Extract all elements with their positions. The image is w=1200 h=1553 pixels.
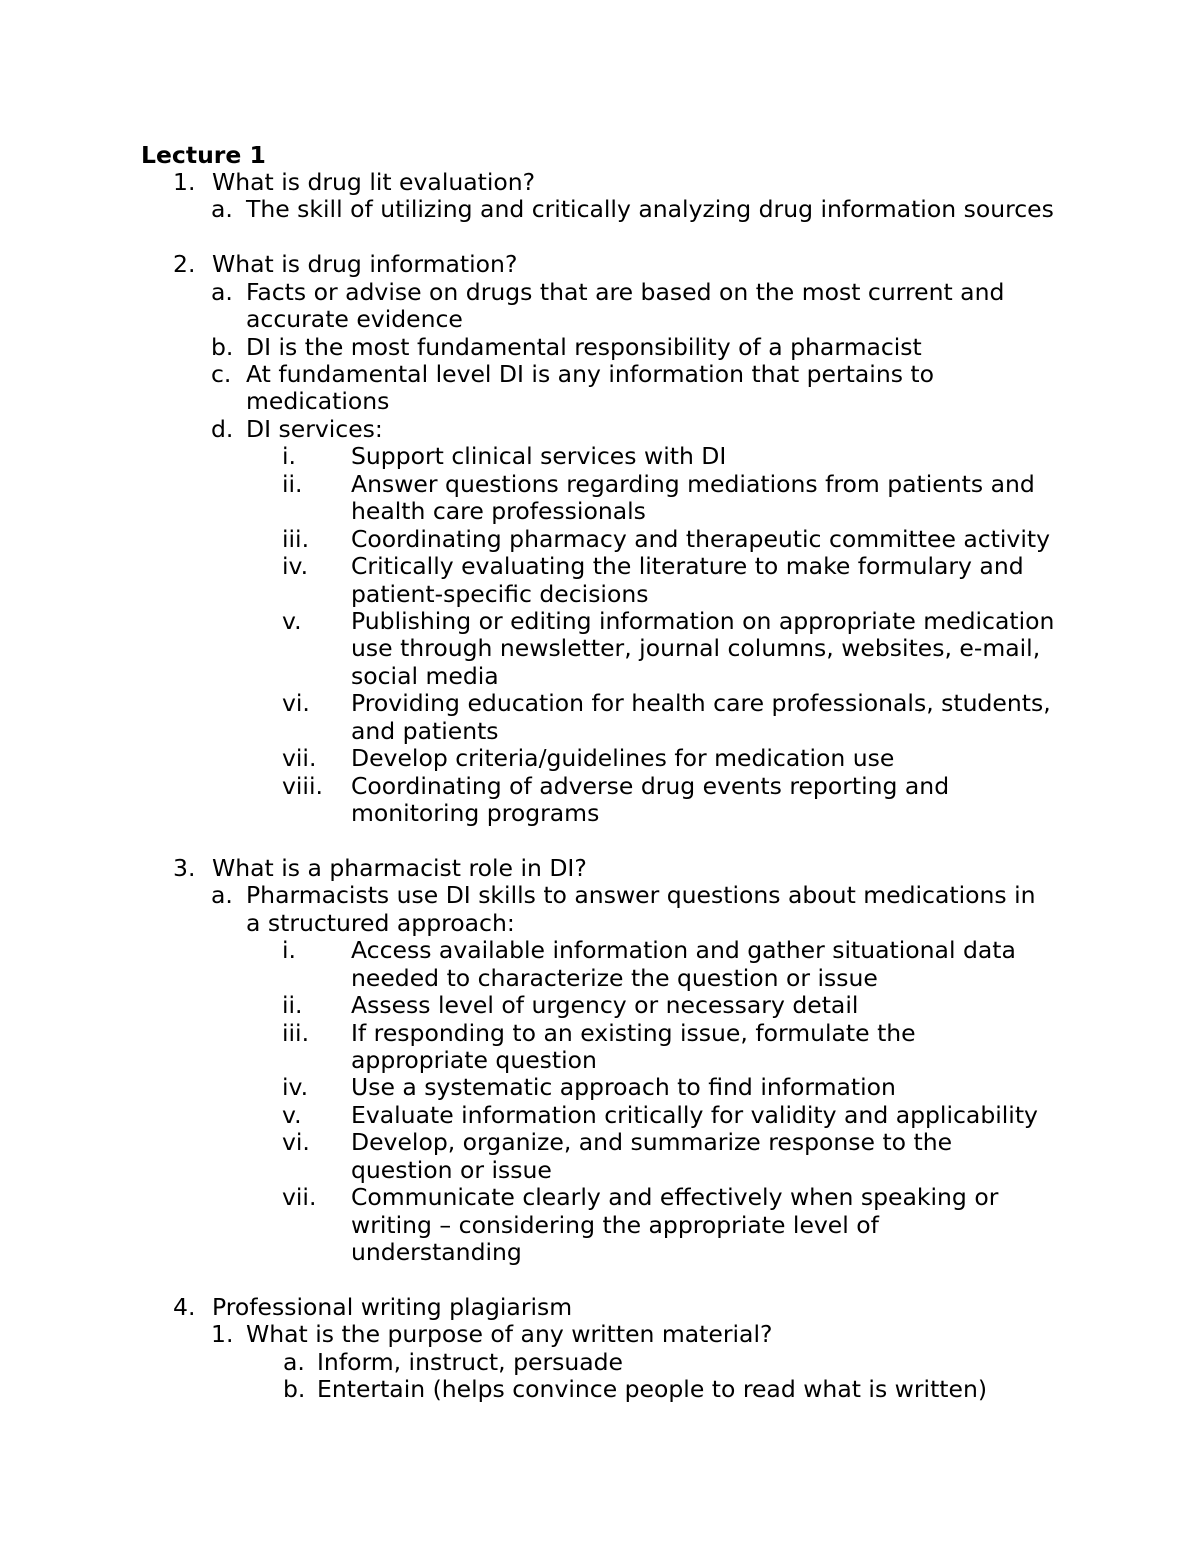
section-3-question-text: What is a pharmacist role in DI?	[212, 853, 587, 882]
item-2d-vii	[0, 745, 1200, 772]
item-4-1	[0, 1321, 1200, 1348]
item-2d-viii-continued	[0, 800, 1200, 827]
item-2d-v-continued	[0, 635, 1200, 662]
section-4-number: 4.	[173, 1292, 196, 1321]
item-2d-ii-continued	[0, 498, 1200, 525]
item-2d-vi-continued	[0, 718, 1200, 745]
item-3a-vi-text: Develop, organize, and summarize response to the	[351, 1128, 953, 1157]
item-2d-iv-marker: iv.	[282, 552, 309, 581]
item-2d-iv-text: Critically evaluating the literature to make formulary and	[351, 552, 1024, 581]
item-2a-marker: a.	[211, 277, 233, 306]
item-2d-viii	[0, 773, 1200, 800]
item-2d-iii-text: Coordinating pharmacy and therapeutic committee activity	[351, 524, 1050, 553]
item-2d-vi-text: Providing education for health care professionals, students,	[351, 689, 1051, 718]
item-4-1-a-marker: a.	[283, 1347, 305, 1376]
section-2-question	[0, 251, 1200, 278]
item-3a-iv-text: Use a systematic approach to find information	[351, 1073, 896, 1102]
item-3a-iii-text: If responding to an existing issue, formulate the	[351, 1018, 916, 1047]
item-4-1-a	[0, 1349, 1200, 1376]
item-2c-continued	[0, 388, 1200, 415]
item-3a-vii-text-line-2: writing – considering the appropriate level of	[351, 1210, 879, 1239]
item-3a-vi	[0, 1129, 1200, 1156]
item-3a-ii	[0, 992, 1200, 1019]
item-3a-i-text: Access available information and gather situational data	[351, 936, 1016, 965]
item-2d-vii-marker: vii.	[282, 744, 317, 773]
item-4-1-a-text: Inform, instruct, persuade	[317, 1347, 624, 1376]
section-3-question	[0, 855, 1200, 882]
section-1-number: 1.	[173, 167, 196, 196]
item-2d-v-marker: v.	[282, 606, 302, 635]
item-2d-iv-continued	[0, 581, 1200, 608]
item-3a-v	[0, 1102, 1200, 1129]
paragraph-spacer	[0, 224, 1200, 251]
item-3a-iii-text-line-2: appropriate question	[351, 1045, 597, 1074]
item-3a-ii-text: Assess level of urgency or necessary detail	[351, 991, 859, 1020]
item-2d-iv	[0, 553, 1200, 580]
section-1-question	[0, 169, 1200, 196]
item-2d-iv-text-line-2: patient-specific decisions	[351, 579, 649, 608]
item-2d-ii-text: Answer questions regarding mediations from patients and	[351, 469, 1035, 498]
item-3a-vii-marker: vii.	[282, 1183, 317, 1212]
item-4-1-b-marker: b.	[283, 1375, 306, 1404]
item-2b	[0, 334, 1200, 361]
item-2c-text-line-2: medications	[246, 387, 390, 416]
item-4-1-marker: 1.	[211, 1320, 234, 1349]
item-4-1-text: What is the purpose of any written material?	[246, 1320, 773, 1349]
item-3a-v-text: Evaluate information critically for validity and applicability	[351, 1100, 1038, 1129]
item-2d-vii-text: Develop criteria/guidelines for medication use	[351, 744, 895, 773]
item-2d	[0, 416, 1200, 443]
item-2d-i-text: Support clinical services with DI	[351, 442, 727, 471]
item-2d-ii-text-line-2: health care professionals	[351, 497, 646, 526]
item-1a-marker: a.	[211, 195, 233, 224]
item-2d-i-marker: i.	[282, 442, 296, 471]
section-1-question-text: What is drug lit evaluation?	[212, 167, 536, 196]
item-2d-v	[0, 608, 1200, 635]
section-2-number: 2.	[173, 250, 196, 279]
item-3a-text: Pharmacists use DI skills to answer questions about medications in	[246, 881, 1036, 910]
item-3a-i-text-line-2: needed to characterize the question or issue	[351, 963, 878, 992]
item-2d-vi-text-line-2: and patients	[351, 716, 499, 745]
item-3a-i	[0, 937, 1200, 964]
item-3a-marker: a.	[211, 881, 233, 910]
title-line	[0, 142, 1200, 169]
item-2a-text: Facts or advise on drugs that are based on the most current and	[246, 277, 1005, 306]
document-title: Lecture 1	[141, 140, 266, 169]
item-2b-text: DI is the most fundamental responsibility of a pharmacist	[246, 332, 922, 361]
item-2d-v-text: Publishing or editing information on appropriate medication	[351, 606, 1055, 635]
item-3a-iii-marker: iii.	[282, 1018, 310, 1047]
item-3a-iv-marker: iv.	[282, 1073, 309, 1102]
item-3a-vi-marker: vi.	[282, 1128, 310, 1157]
item-2d-viii-marker: viii.	[282, 771, 323, 800]
item-2d-v-continued-2	[0, 663, 1200, 690]
item-3a-vii-continued-2	[0, 1239, 1200, 1266]
item-2d-v-text-line-2: use through newsletter, journal columns, websites, e-mail,	[351, 634, 1041, 663]
item-3a-continued	[0, 910, 1200, 937]
item-2a-text-line-2: accurate evidence	[246, 305, 463, 334]
item-3a-iii-continued	[0, 1047, 1200, 1074]
item-2d-i	[0, 443, 1200, 470]
item-3a-vii-text-line-3: understanding	[351, 1238, 522, 1266]
item-1a-text: The skill of utilizing and critically analyzing drug information sources	[246, 195, 1054, 224]
item-3a-vi-continued	[0, 1157, 1200, 1184]
item-2d-vi-marker: vi.	[282, 689, 310, 718]
item-3a-ii-marker: ii.	[282, 991, 303, 1020]
item-2d-iii	[0, 526, 1200, 553]
item-4-1-b	[0, 1376, 1200, 1403]
item-3a-vii-text: Communicate clearly and effectively when speaking or	[351, 1183, 999, 1212]
item-4-1-b-text: Entertain (helps convince people to read what is written)	[317, 1375, 988, 1404]
paragraph-spacer	[0, 827, 1200, 854]
item-2d-vi	[0, 690, 1200, 717]
item-2c	[0, 361, 1200, 388]
section-3-number: 3.	[173, 853, 196, 882]
item-3a-vii	[0, 1184, 1200, 1211]
section-4-heading	[0, 1294, 1200, 1321]
item-3a-v-marker: v.	[282, 1100, 302, 1129]
item-3a-i-marker: i.	[282, 936, 296, 965]
item-3a-iv	[0, 1074, 1200, 1101]
item-2d-iii-marker: iii.	[282, 524, 310, 553]
paragraph-spacer	[0, 1266, 1200, 1293]
item-3a-vi-text-line-2: question or issue	[351, 1155, 552, 1184]
item-2c-text: At fundamental level DI is any information that pertains to	[246, 360, 935, 388]
item-2a	[0, 279, 1200, 306]
item-3a-iii	[0, 1020, 1200, 1047]
item-3a-i-continued	[0, 965, 1200, 992]
item-2d-v-text-line-3: social media	[351, 661, 499, 690]
item-2d-viii-text-line-2: monitoring programs	[351, 799, 600, 827]
item-2d-viii-text: Coordinating of adverse drug events reporting and	[351, 771, 950, 800]
section-2-question-text: What is drug information?	[212, 250, 518, 279]
item-2d-ii-marker: ii.	[282, 469, 303, 498]
item-2d-marker: d.	[211, 414, 234, 443]
item-3a-vii-continued	[0, 1212, 1200, 1239]
item-2c-marker: c.	[211, 360, 232, 388]
section-4-heading-text: Professional writing plagiarism	[212, 1292, 573, 1321]
item-2d-text: DI services:	[246, 414, 383, 443]
item-3a	[0, 882, 1200, 909]
item-2b-marker: b.	[211, 332, 234, 361]
document-body	[0, 142, 1200, 1404]
item-3a-text-line-2: a structured approach:	[246, 908, 515, 937]
item-1a	[0, 196, 1200, 223]
item-2d-ii	[0, 471, 1200, 498]
item-2a-continued	[0, 306, 1200, 333]
